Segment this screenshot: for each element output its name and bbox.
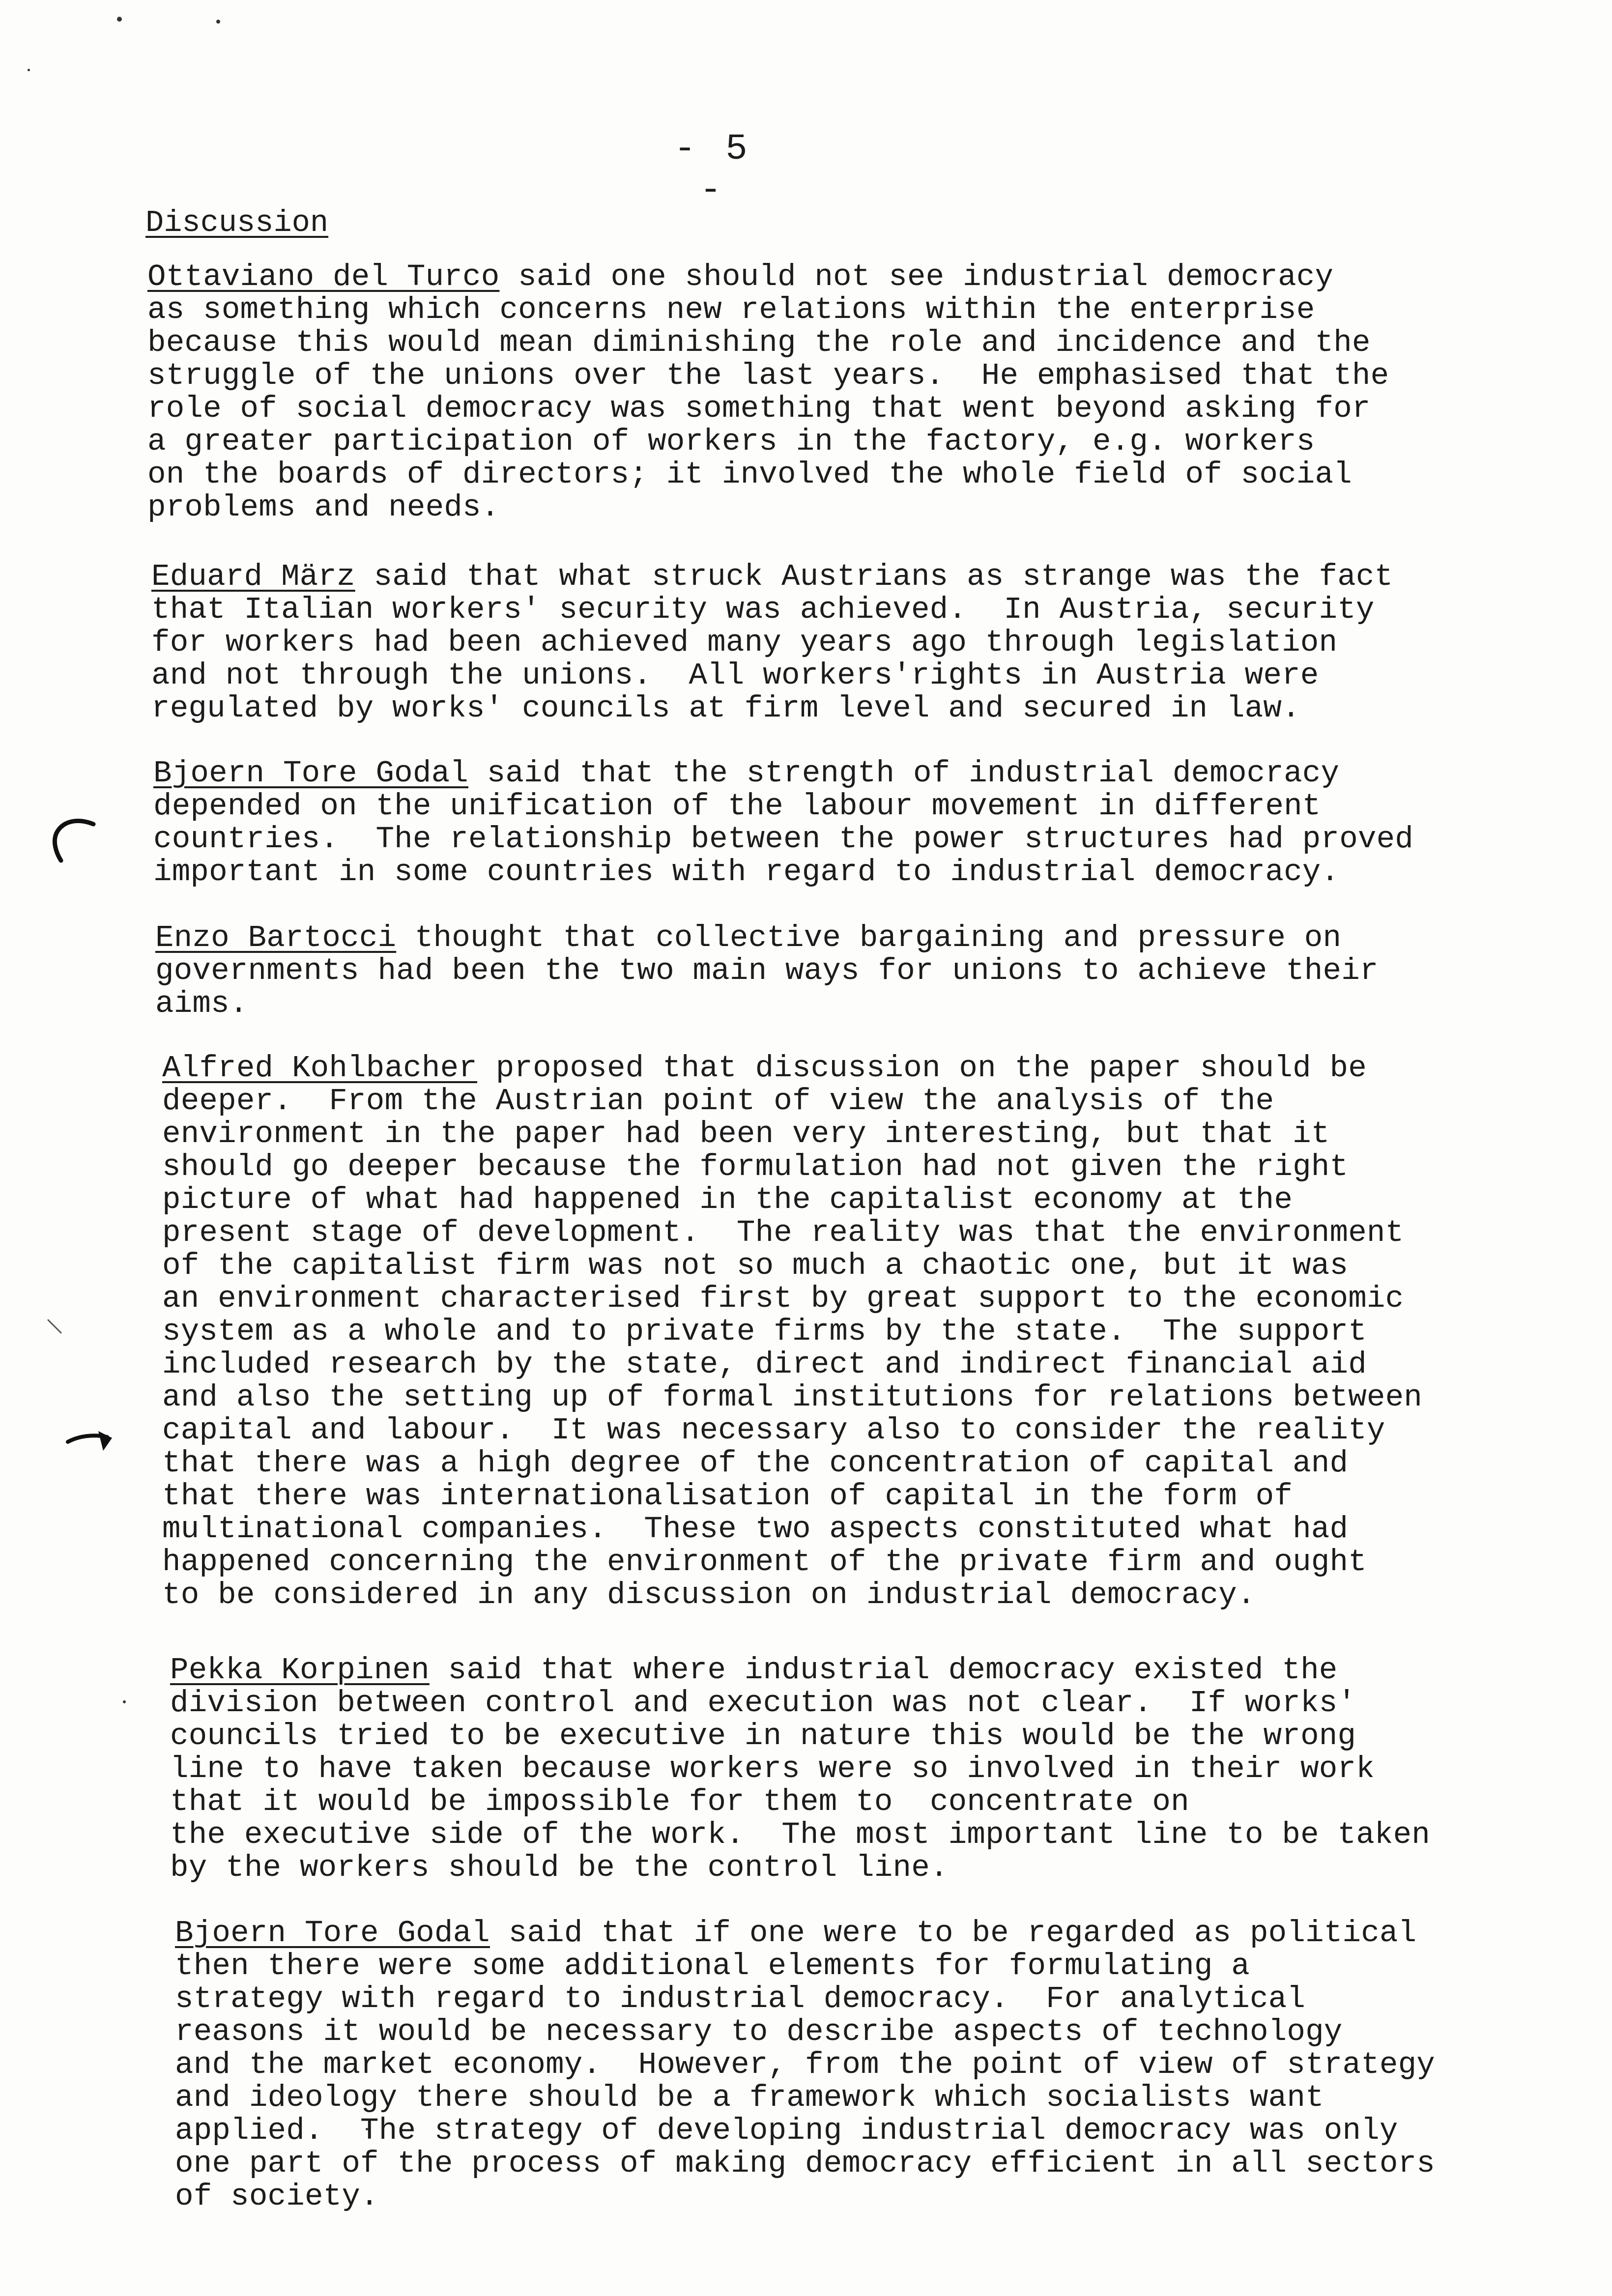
margin-arrow-mark [64,1425,118,1464]
scan-speck [216,20,220,24]
discussion-paragraph [151,560,1393,725]
paragraph-text: thought that collective bargaining and pressure on governments had been the two main ways for unions to achieve their aims. [155,920,1379,1021]
page-number: - 5 - [674,129,751,211]
discussion-paragraph [170,1654,1430,1884]
scan-speck [28,69,30,71]
scan-speck [123,1700,126,1703]
paragraph-text: said that what struck Austrians as strange was the fact that Italian workers' security was achieved. In Austria, security for workers had been achieved many years ago through legislation and not through the unions. All workers'rights in Austria were regulated by works' councils at firm level and secured in law. [151,559,1393,726]
discussion-paragraph [155,921,1379,1020]
paragraph-text: said that the strength of industrial democracy depended on the unification of the labour movement in different countries. The relationship between the power structures had proved important in some countries with regard to industrial democracy. [153,756,1414,890]
paragraph-text: said that where industrial democracy existed the division between control and execution was not clear. If works' councils tried to be executive in nature this would be the wrong line to have taken because workers were so involved in their work that it would be impossible for them to concentrate on the executive side of the work. The most important line to be taken by the workers should be the control line. [170,1653,1431,1885]
paragraph-text: proposed that discussion on the paper should be deeper. From the Austrian point of view the analysis of the environment in the paper had been very interesting, but that it should go deeper because the formulation had not given the right picture of what had happened in the capitalist economy at the present stage of development. The reality was that the environment of the capitalist firm was not so much a chaotic one, but it was an environment characterised first by great support to the economic system as a whole and to private firms by the state. The support included research by the state, direct and indirect financial aid and also the setting up of formal institutions for relations between capital and labour. It was necessary also to consider the reality that there was a high degree of the concentration of capital and that there was internationalisation of capital in the form of multinational companies. These two aspects constituted what had happened concerning the environment of the private firm and ought to be considered in any discussion on industrial democracy. [162,1051,1423,1612]
speaker-name: Enzo Bartocci [155,920,397,955]
speaker-name: Pekka Korpinen [170,1653,430,1688]
margin-tick-mark [45,1317,65,1337]
paragraph-text: said that if one were to be regarded as political then there were some additional elements for formulating a strategy with regard to industrial democracy. For analytical reasons it would be necessary to describe aspects of technology and the market economy. However, from the point of view of strategy and ideology there should be a framework which socialists want applied. The strategy of developing industrial democracy was only one part of the process of making democracy efficient in all sectors of society. [175,1916,1436,2214]
discussion-paragraph [162,1052,1422,1611]
speaker-name: Alfred Kohlbacher [162,1051,478,1086]
section-heading: Discussion [145,205,329,240]
discussion-paragraph [153,757,1413,889]
paragraph-text: said one should not see industrial democracy as something which concerns new relations within the enterprise because this would mean diminishing the role and incidence and the struggle of the unions over the last years. He emphasised that the role of social democracy was something that went beyond asking for a greater participation of workers in the factory, e.g. workers on the boards of directors; it involved the whole field of social problems and needs. [147,259,1389,525]
discussion-paragraph [175,1917,1435,2213]
speaker-name: Eduard März [151,559,355,594]
speaker-name: Bjoern Tore Godal [153,756,469,791]
margin-bracket-mark [44,813,98,867]
speaker-name: Ottaviano del Turco [147,259,500,294]
scan-speck [117,17,122,22]
discussion-paragraph [147,260,1389,524]
speaker-name: Bjoern Tore Godal [175,1916,490,1951]
